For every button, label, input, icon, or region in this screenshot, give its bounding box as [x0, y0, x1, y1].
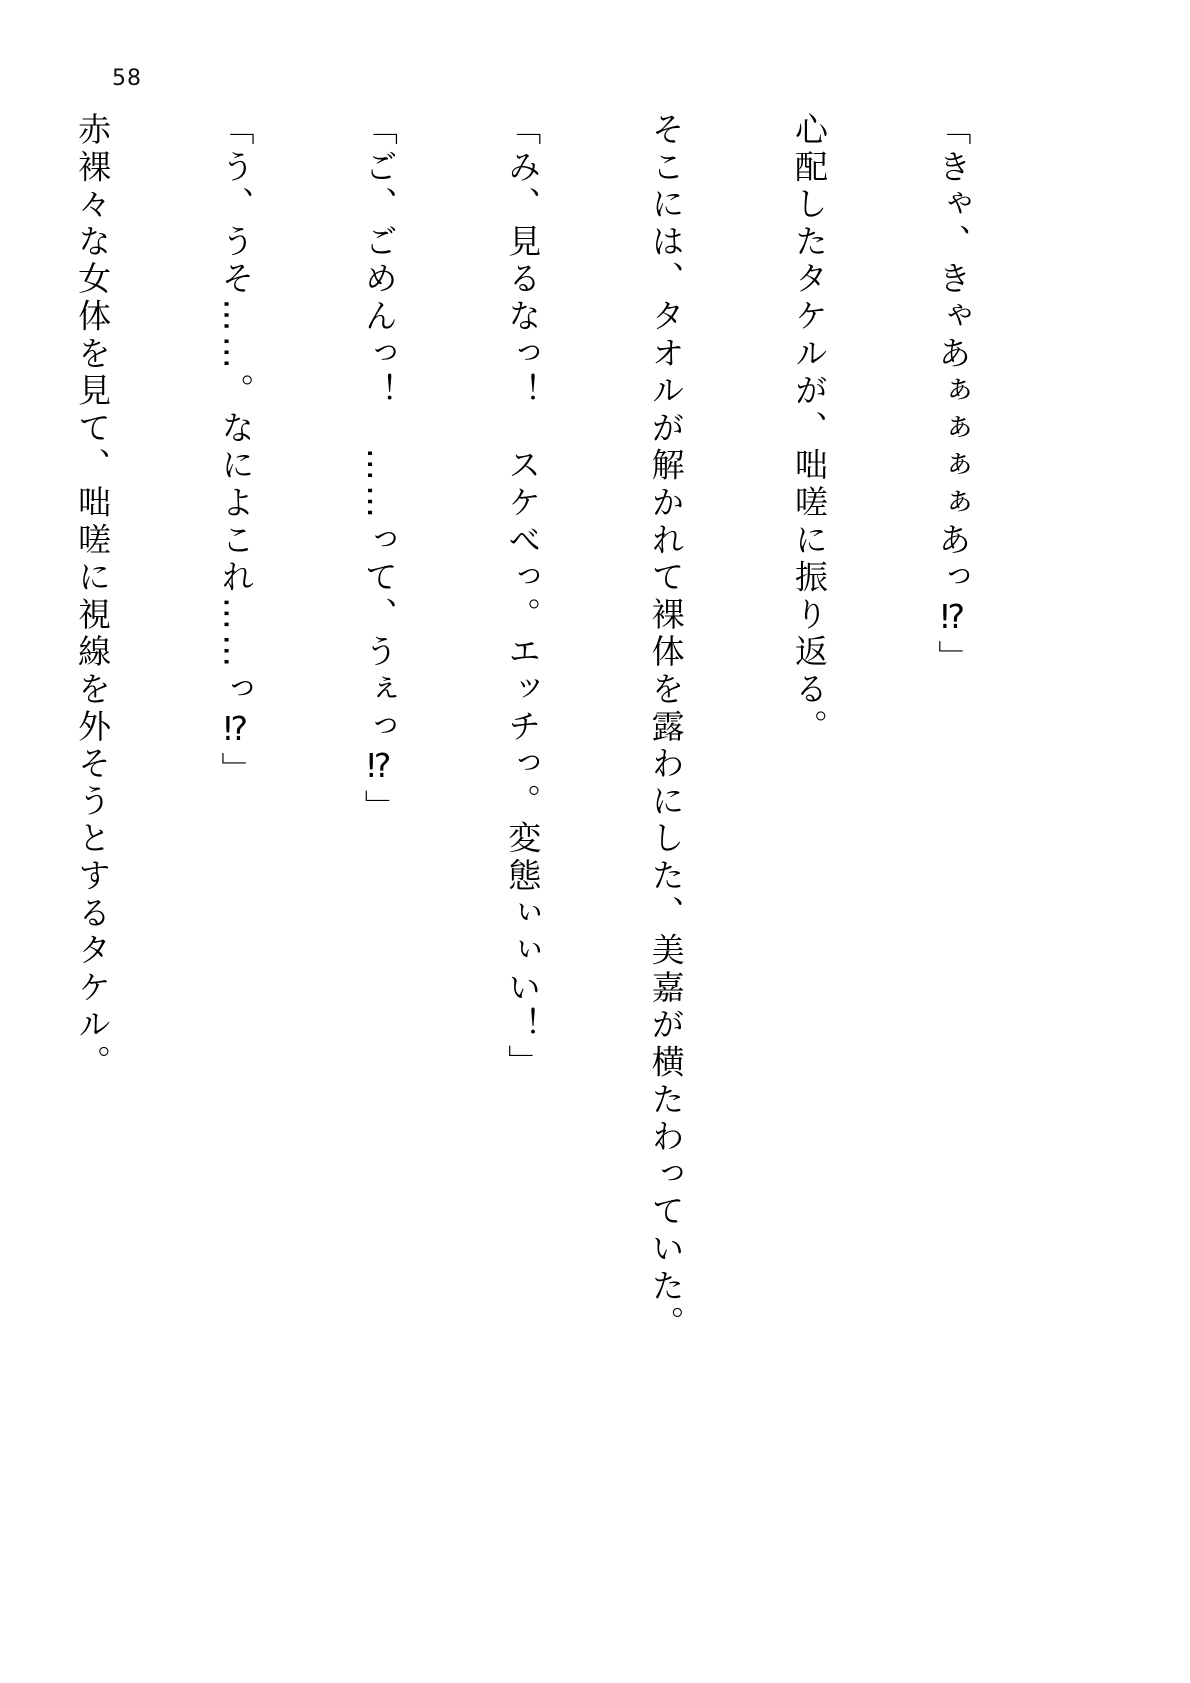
text-line: 「う、うそ……。なによこれ……っ⁉」: [216, 112, 256, 790]
vertical-text-body: [0, 112, 1072, 1612]
text-line: 「ご、ごめんっ！ ……って、うぇっ⁉」: [359, 112, 399, 827]
text-line: 赤裸々な女体を見て、咄嗟に視線を外そうとするタケル。: [73, 112, 113, 1082]
text-line: 「きゃ、きゃあぁぁぁぁあっ⁉」: [933, 112, 973, 678]
text-line: 「み、見るなっ！ スケべっ。エッチっ。変態ぃぃい！」: [503, 112, 543, 1082]
text-line: 心配したタケルが、咄嗟に振り返る。: [790, 112, 830, 747]
text-line: そこには、タオルが解かれて裸体を露わにした、美嘉が横たわっていた。: [646, 112, 686, 1343]
page-number: 58: [112, 66, 142, 91]
